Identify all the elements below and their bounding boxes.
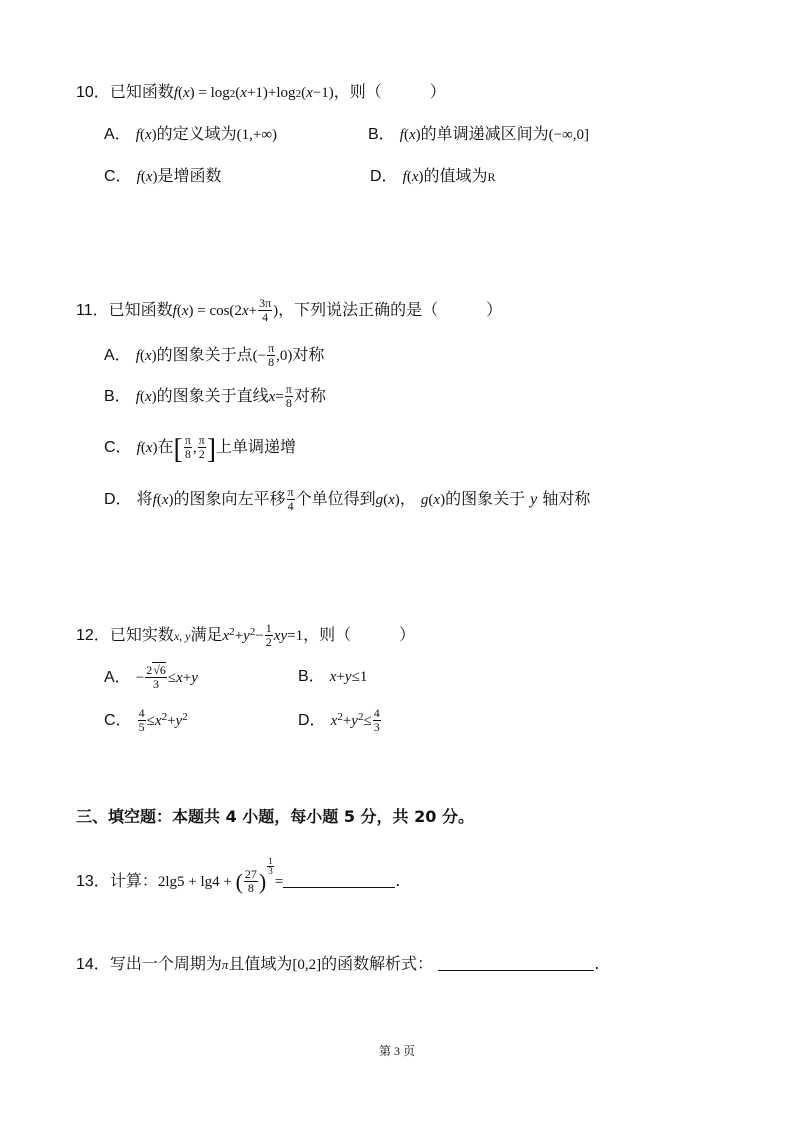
q11-option-c: C． f(x)在[ $\frac{\pi}{8}$ , $\frac{\pi}{2}$ ]上单调递增	[104, 433, 297, 465]
q11-option-b-tail: 对称	[293, 386, 326, 405]
q12-stem-tail: ，则（ ）	[303, 625, 416, 644]
q11-option-c-text: 在	[157, 437, 174, 456]
q10-stem	[76, 80, 446, 106]
q12-variables: x, y	[173, 629, 191, 643]
q12-option-b-math: x+y≤1	[329, 669, 368, 685]
q13-stem	[76, 857, 400, 895]
q12-option-d-math: $x^2+y^2\le$ $\frac{4}{3}$	[330, 706, 380, 734]
q10-stem-text: 已知函数	[109, 82, 174, 101]
q14-stem-text-b: 且值域为	[228, 954, 293, 973]
q11-option-a-math: (− $\frac{\pi}{8}$ ,0)	[252, 341, 293, 369]
q11-option-a-letter: A．	[104, 347, 131, 364]
q11-option-c-math: [ $\frac{\pi}{8}$ , $\frac{\pi}{2}$ ]	[173, 433, 217, 465]
q10-option-d: D． f(x)的值域为R	[370, 166, 496, 185]
q11-function-formula: f(x) = cos(2x+ $\frac{3\pi}{4}$ )	[172, 296, 279, 324]
q12-option-c-math: $\frac{4}{5}$ $\le x^2+y^2$	[138, 706, 188, 734]
q10-option-c: C． f(x)是增函数	[104, 166, 222, 185]
q13-end: .	[395, 871, 401, 890]
q11-option-d-shift: $\frac{\pi}{4}$	[287, 485, 294, 513]
q11-stem	[76, 297, 502, 324]
q13-answer-blank[interactable]	[283, 873, 395, 888]
q10-option-d-math: R	[487, 170, 496, 184]
q10-function-formula: f(x) = log2(x+1)+log2(x−1)	[173, 85, 334, 101]
q12-option-a-math: − $\frac{2√6}{3}$ ≤x+y	[135, 663, 198, 691]
q11-option-c-letter: C．	[104, 439, 132, 456]
q13-stem-text: 计算：	[109, 871, 158, 890]
q11-option-d-text-c: 个单位得到	[295, 489, 376, 508]
q12-option-c	[104, 705, 188, 734]
page-footer: 第 3 页	[378, 1044, 415, 1058]
q12-option-b	[298, 664, 367, 689]
q11-option-c-tail: 上单调递增	[216, 437, 297, 456]
q10-option-a-text: 的定义域为	[156, 124, 237, 143]
q14-period-symbol: π	[221, 957, 229, 972]
q11-option-a: A． f(x)的图象关于点(− $\frac{\pi}{8}$ ,0)对称	[104, 341, 325, 369]
q11-number: 11．	[76, 302, 109, 319]
q10-option-a-letter: A．	[104, 126, 131, 143]
q11-option-d: D． 将f(x)的图象向左平移 $\frac{\pi}{4}$ 个单位得到g(x)， g(x)的图象关于 y 轴对称	[104, 485, 591, 513]
q12-option-d	[298, 705, 382, 734]
q10-option-a-math: (1,+∞)	[236, 127, 278, 143]
q11-option-d-axis: y	[530, 491, 538, 508]
q14-end: .	[594, 954, 600, 973]
q14-stem	[76, 952, 599, 977]
q12-stem	[76, 620, 415, 649]
q10-option-c-letter: C．	[104, 168, 132, 185]
q12-option-c-letter: C．	[104, 712, 132, 729]
q14-stem-text-c: 的函数解析式：	[321, 954, 434, 973]
q12-number: 12．	[76, 627, 110, 644]
q13-expression: 2lg5 + lg4 + ( $\frac{27}{8}$ ) $\frac{1}{3}$ =	[157, 856, 284, 895]
q11-option-b-math: x= $\frac{\pi}{8}$	[268, 382, 292, 410]
q11-option-d-text-d: ，	[399, 489, 416, 508]
q11-option-a-text: 的图象关于点	[156, 345, 253, 364]
q10-number: 10．	[76, 84, 110, 101]
q11-option-a-tail: 对称	[292, 345, 325, 364]
q13-number: 13．	[76, 873, 110, 890]
q11-option-b-text: 的图象关于直线	[156, 386, 269, 405]
q12-stem-text: 已知实数	[109, 625, 174, 644]
q11-option-d-text-g: 轴对称	[537, 489, 591, 508]
q12-stem-mid: 满足	[190, 625, 223, 644]
q10-option-b-letter: B．	[368, 126, 395, 143]
q14-number: 14．	[76, 956, 110, 973]
q12-option-a-letter: A．	[104, 669, 131, 686]
q14-answer-blank[interactable]	[438, 956, 594, 971]
q11-stem-tail: ，下列说法正确的是（ ）	[278, 300, 503, 319]
q12-option-b-letter: B．	[298, 668, 325, 685]
q10-option-a: A． f(x)的定义域为(1,+∞)	[104, 124, 278, 143]
q10-stem-tail: ，则（ ）	[333, 82, 446, 101]
q12-option-a	[104, 664, 198, 691]
q11-option-d-letter: D．	[104, 491, 132, 508]
q11-option-d-text-a: 将	[136, 489, 153, 508]
q11-stem-text: 已知函数	[108, 300, 173, 319]
q10-option-d-text: 的值域为	[423, 166, 488, 185]
q14-range: [0,2]	[292, 957, 322, 973]
q12-option-d-letter: D．	[298, 712, 326, 729]
q11-option-b-letter: B．	[104, 388, 131, 405]
q14-stem-text-a: 写出一个周期为	[109, 954, 222, 973]
q11-option-b: B． f(x)的图象关于直线x= $\frac{\pi}{8}$ 对称	[104, 382, 326, 410]
q10-option-d-letter: D．	[370, 168, 398, 185]
q10-option-c-text: 是增函数	[157, 166, 222, 185]
q10-option-b-math: (−∞,0]	[548, 127, 590, 143]
q10-option-b-text: 的单调递减区间为	[420, 124, 549, 143]
section-3-heading: 三、填空题：本题共 4 小题，每小题 5 分，共 20 分。	[76, 807, 474, 826]
q11-option-d-text-b: 的图象向左平移	[173, 489, 286, 508]
q10-option-b: B． f(x)的单调递减区间为(−∞,0]	[368, 124, 590, 143]
q11-option-d-text-e: 的图象关于	[445, 489, 526, 508]
q12-condition-formula: $x^2+y^2-$ $\frac{1}{2}$ xy=1	[222, 621, 304, 649]
